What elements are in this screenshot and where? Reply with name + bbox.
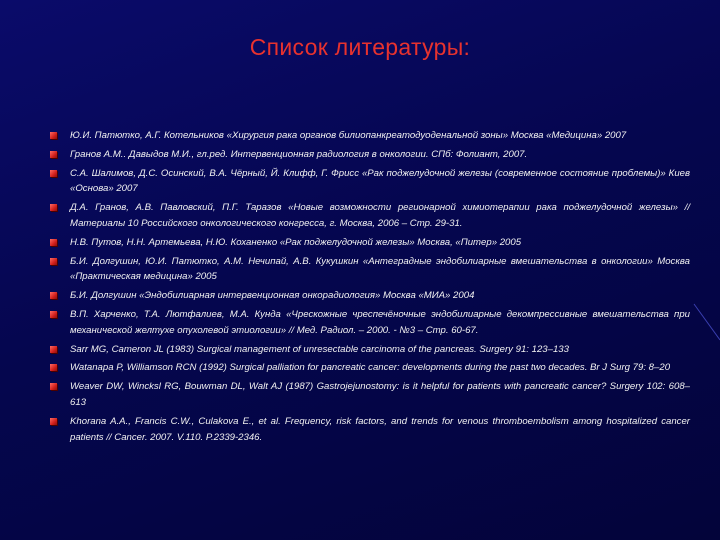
reference-text: Watanapa P, Williamson RCN (1992) Surgical palliation for pancreatic cancer: developments during the past two decades. Br J Surg 79: 8–20 bbox=[70, 362, 671, 374]
bullet-icon bbox=[50, 383, 57, 390]
decorative-line bbox=[690, 300, 720, 360]
bullet-icon bbox=[50, 170, 57, 177]
reference-item bbox=[50, 166, 690, 198]
reference-text: Б.И. Долгушин «Эндобилиарная интервенционная онкорадиология» Москва «МИА» 2004 bbox=[70, 290, 475, 302]
bullet-icon bbox=[50, 311, 57, 318]
reference-text: С.А. Шалимов, Д.С. Осинский, В.А. Чёрный, Й. Клифф, Г. Фрисс «Рак поджелудочной железы (современное состояние проблемы)» Киев «Основа» 2007 bbox=[70, 167, 690, 195]
reference-list bbox=[50, 128, 690, 448]
bullet-icon bbox=[50, 132, 57, 139]
bullet-icon bbox=[50, 151, 57, 158]
bullet-icon bbox=[50, 258, 57, 265]
reference-item bbox=[50, 360, 690, 376]
reference-text: Weaver DW, Wincksl RG, Bouwman DL, Walt AJ (1987) Gastrojejunostomy: is it helpful for patients with pancreatic cancer? Surgery 102: 608–613 bbox=[70, 381, 690, 408]
reference-text: Б.И. Долгушин, Ю.И. Патютко, А.М. Нечипай, А.В. Кукушкин «Антеградные эндобилиарные вмешательства в онкологии» Москва «Практическая медицина» 2005 bbox=[70, 255, 690, 283]
bullet-icon bbox=[50, 204, 57, 211]
reference-text: В.П. Харченко, Т.А. Лютфалиев, М.А. Кунда «Чрескожные чреспечёночные эндобилиарные декомпрессивные вмешательства при механической желтухе опухолевой этиологии» // Мед. Радиол. – 2000. - №3 – Стр. 60-67. bbox=[70, 308, 690, 336]
bullet-icon bbox=[50, 292, 57, 299]
reference-item bbox=[50, 414, 690, 446]
reference-text: Н.В. Путов, Н.Н. Артемьева, Н.Ю. Коханенко «Рак поджелудочной железы» Москва, «Питер» 2005 bbox=[70, 236, 522, 248]
reference-text: Гранов А.М.. Давыдов М.И., гл.ред. Интервенционная радиология в онкологии. СПб: Фолиант, 2007. bbox=[70, 148, 528, 160]
reference-item bbox=[50, 342, 690, 358]
bullet-icon bbox=[50, 239, 57, 246]
reference-text: Sarr MG, Cameron JL (1983) Surgical management of unresectable carcinoma of the pancreas. Surgery 91: 123–133 bbox=[70, 343, 569, 355]
reference-item bbox=[50, 307, 690, 339]
reference-item bbox=[50, 147, 690, 163]
reference-item bbox=[50, 128, 690, 144]
reference-text: Д.А. Гранов, А.В. Павловский, П.Г. Таразов «Новые возможности регионарной химиотерапии рака поджелудочной железы» // Материалы 10 Российского онкологического конгресса, г. Москва, 2006 – Стр. 29-31. bbox=[70, 202, 690, 229]
reference-item bbox=[50, 379, 690, 411]
bullet-icon bbox=[50, 418, 57, 425]
bullet-icon bbox=[50, 364, 57, 371]
reference-item bbox=[50, 254, 690, 286]
reference-text: Khorana A.A., Francis C.W., Culakova E., et al. Frequency, risk factors, and trends for venous thromboembolism among hospitalized cancer patients // Cancer. 2007. V.110. P.2339-2346. bbox=[70, 415, 690, 443]
bullet-icon bbox=[50, 346, 57, 353]
reference-item bbox=[50, 200, 690, 232]
reference-item bbox=[50, 235, 690, 251]
slide-title: Список литературы: bbox=[249, 34, 471, 60]
reference-item bbox=[50, 288, 690, 304]
reference-text: Ю.И. Патютко, А.Г. Котельников «Хирургия рака органов билиопанкреатодуоденальной зоны» Москва «Медицина» 2007 bbox=[70, 130, 627, 141]
